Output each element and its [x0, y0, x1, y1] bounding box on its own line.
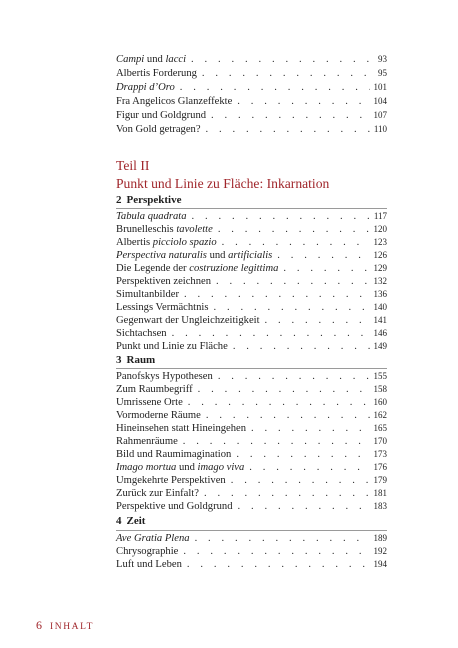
toc-entry-page: 146 — [373, 328, 387, 338]
title-run: tavolette — [176, 224, 213, 235]
title-run: artificialis — [228, 250, 273, 261]
page-number: 6 — [36, 618, 42, 632]
toc-entry-page: 155 — [373, 371, 387, 381]
toc-entry-page: 194 — [373, 559, 387, 569]
toc-entry-page: 120 — [373, 224, 387, 234]
toc-entry-page: 181 — [373, 488, 387, 498]
title-run: Figur und Goldgrund — [116, 110, 207, 121]
toc-entry-title — [116, 108, 206, 123]
toc-entry-page: 110 — [373, 124, 387, 134]
title-run: Brunelleschis — [116, 224, 177, 235]
toc-entry-page: 183 — [373, 501, 387, 511]
title-run: Lessings Vermächtnis — [116, 302, 209, 313]
dot-leader — [237, 94, 370, 109]
toc-entry[interactable] — [116, 52, 387, 67]
toc-entry-title — [116, 122, 201, 137]
toc-entry-page: 95 — [378, 68, 387, 78]
toc-entry-page: 179 — [373, 475, 387, 485]
toc-entry-page: 149 — [373, 341, 387, 351]
chapter-number: 2 — [116, 194, 122, 206]
toc-entry-title — [116, 94, 232, 109]
toc-entry-title — [116, 52, 186, 67]
title-run: Punkt und Linie zu Fläche — [116, 341, 228, 352]
toc-entry-page: 192 — [373, 546, 387, 556]
chapter-heading-zeit[interactable] — [116, 515, 145, 527]
dot-leader — [191, 52, 370, 67]
toc-entry[interactable] — [116, 557, 387, 572]
title-run: Umgekehrte Perspektiven — [116, 475, 226, 486]
dot-leader — [206, 122, 370, 137]
toc-entry-title — [116, 80, 175, 95]
toc-entry-page: 93 — [378, 54, 387, 64]
chapter-title: Raum — [126, 354, 156, 366]
toc-entry-title — [116, 557, 182, 572]
title-run: Rahmenräume — [116, 436, 178, 447]
title-run: Perspectiva naturalis — [116, 250, 207, 261]
title-run: Perspektive und Goldgrund — [116, 501, 233, 512]
toc-entry[interactable] — [116, 339, 387, 354]
toc-entry-page: 117 — [373, 211, 387, 221]
chapter-title: Perspektive — [126, 194, 182, 206]
toc-entry-title — [116, 66, 197, 81]
toc-entry-title — [116, 339, 228, 354]
toc-entry-page: 189 — [373, 533, 387, 543]
title-run: Drappi d’Oro — [116, 82, 175, 93]
dot-leader — [233, 339, 370, 354]
title-run: Umrissene Orte — [116, 397, 183, 408]
toc-entry-title — [116, 499, 233, 514]
page-footer — [36, 616, 94, 634]
toc-entry-page: 141 — [373, 315, 387, 325]
toc-entry-page: 173 — [373, 449, 387, 459]
dot-leader — [238, 499, 370, 514]
title-run: Fra Angelicos Glanzeffekte — [116, 96, 233, 107]
toc-entry[interactable] — [116, 94, 387, 109]
dot-leader — [202, 66, 370, 81]
title-run: Hineinsehen statt Hineingehen — [116, 423, 247, 434]
title-run: Gegenwart der Ungleichzeitigkeit — [116, 315, 260, 326]
toc-entry-page: 170 — [373, 436, 387, 446]
title-run: Die Legende der — [116, 263, 190, 274]
title-run: costruzione legittima — [189, 263, 279, 274]
title-run: und — [144, 54, 166, 65]
dot-leader — [180, 80, 370, 95]
title-run: Zurück zur Einfalt? — [116, 488, 199, 499]
toc-entry[interactable] — [116, 66, 387, 81]
title-run: Bild und Raumimagination — [116, 449, 232, 460]
toc-entry[interactable] — [116, 80, 387, 95]
toc-entry-page: 158 — [373, 384, 387, 394]
toc-entry-page: 123 — [373, 237, 387, 247]
chapter-heading-perspektive[interactable] — [116, 194, 181, 206]
title-run: Campi — [116, 54, 145, 65]
title-run: und — [176, 462, 198, 473]
title-run: Simultanbilder — [116, 289, 179, 300]
toc-entry[interactable] — [116, 122, 387, 137]
title-run: Tabula quadrata — [116, 211, 187, 222]
chapter-number: 4 — [116, 515, 122, 527]
toc-entry-page: 140 — [373, 302, 387, 312]
part-title: Punkt und Linie zu Fläche: Inkarnation — [116, 176, 330, 191]
toc-entry-page: 132 — [373, 276, 387, 286]
toc-entry-page: 136 — [373, 289, 387, 299]
title-run: Perspektiven zeichnen — [116, 276, 212, 287]
dot-leader — [187, 557, 370, 572]
running-head: INHALT — [50, 622, 95, 632]
toc-entry[interactable] — [116, 499, 387, 514]
title-run: Panofskys Hypothesen — [116, 371, 213, 382]
chapter-number: 3 — [116, 354, 122, 366]
title-run: Zum Raumbegriff — [116, 384, 193, 395]
part-label: Teil II — [116, 158, 150, 173]
title-run: Albertis Forderung — [116, 68, 197, 79]
toc-entry-page: 126 — [373, 250, 387, 260]
title-run: Ave Gratia Plena — [116, 533, 190, 544]
toc-entry-page: 160 — [373, 397, 387, 407]
toc-entry[interactable] — [116, 108, 387, 123]
title-run: Albertis — [116, 237, 153, 248]
toc-entry-page: 104 — [373, 96, 387, 106]
title-run: Vormoderne Räume — [116, 410, 201, 421]
dot-leader — [211, 108, 370, 123]
title-run: Luft und Leben — [116, 559, 182, 570]
toc-entry-page: 176 — [373, 462, 387, 472]
title-run: Imago mortua — [116, 462, 177, 473]
chapter-title: Zeit — [126, 515, 146, 527]
toc-entry-page: 165 — [373, 423, 387, 433]
title-run: Sichtachsen — [116, 328, 167, 339]
title-run: und — [206, 250, 229, 261]
toc-entry-page: 107 — [373, 110, 387, 120]
toc-entry-page: 129 — [373, 263, 387, 273]
toc-entry-page: 101 — [373, 82, 387, 92]
chapter-heading-raum[interactable] — [116, 354, 155, 366]
title-run: lacci — [165, 54, 187, 65]
title-run: Chrysographie — [116, 546, 179, 557]
title-run: picciolo spazio — [152, 237, 217, 248]
title-run: imago viva — [197, 462, 245, 473]
toc-entry-page: 162 — [373, 410, 387, 420]
title-run: Von Gold getragen? — [116, 124, 201, 135]
